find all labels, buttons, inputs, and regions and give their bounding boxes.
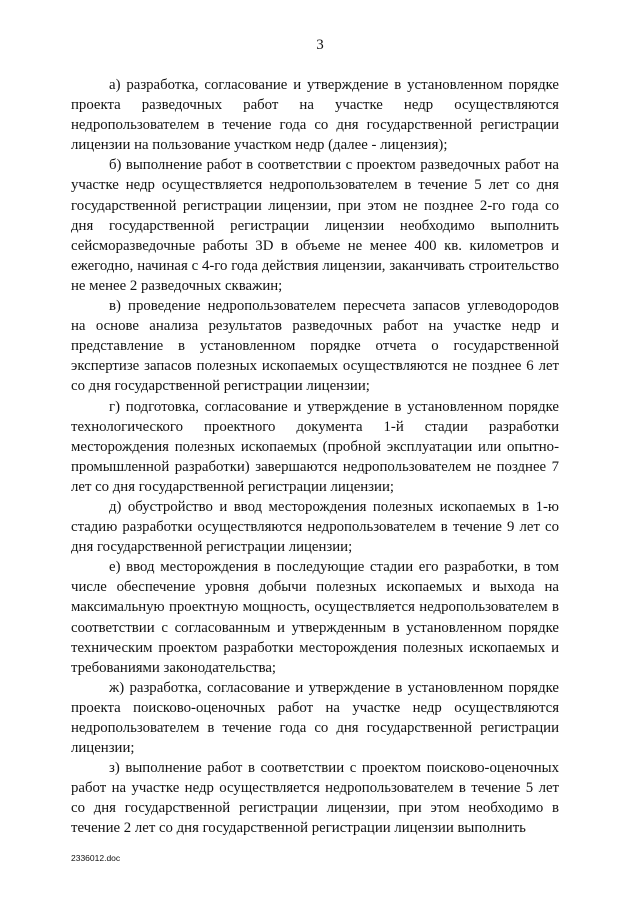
page-number: 3: [316, 37, 324, 53]
paragraph-z: з) выполнение работ в соответствии с проектом поисково-оценочных работ на участке недр осуществляется недропользователем в течение 5 лет со дня государственной регистрации лицензии, при этом необходимо в течение 2 лет со дня государственной регистрации лицензии выполнить: [71, 760, 559, 837]
document-body: [71, 75, 559, 839]
file-name-footer: 2336012.doc: [71, 853, 121, 863]
paragraph-e: е) ввод месторождения в последующие стадии его разработки, в том числе обеспечение уровня добычи полезных ископаемых и выхода на максимальную проектную мощность, осуществляется недропользователем в соответствии с согласованным и утвержденным в установленном порядке техническим проектом разработки месторождения полезных ископаемых и требованиями законодательства;: [71, 559, 559, 676]
paragraph-b: б) выполнение работ в соответствии с проектом разведочных работ на участке недр осуществляется недропользователем в течение 5 лет со дня государственной регистрации лицензии, при этом не позднее 2-го года со дня государственной регистрации лицензии необходимо выполнить сейсморазведочные работы 3D в объеме не менее 400 кв. километров и ежегодно, начиная с 4-го года действия лицензии, заканчивать строительство не менее 2 разведочных скважин;: [71, 157, 559, 294]
paragraph-d: д) обустройство и ввод месторождения полезных ископаемых в 1-ю стадию разработки осуществляются недропользователем в течение 9 лет со дня государственной регистрации лицензии;: [71, 498, 559, 556]
paragraph-a: а) разработка, согласование и утверждение в установленном порядке проекта разведочных работ на участке недр осуществляются недропользователем в течение года со дня государственной регистрации лицензии на пользование участком недр (далее - лицензия);: [71, 77, 559, 154]
paragraph-g: г) подготовка, согласование и утверждение в установленном порядке технологического проектного документа 1-й стадии разработки месторождения полезных ископаемых (пробной эксплуатации или опытно-промышленной разработки) завершаются недропользователем не позднее 7 лет со дня государственной регистрации лицензии;: [71, 398, 559, 495]
paragraph-v: в) проведение недропользователем пересчета запасов углеводородов на основе анализа результатов разведочных работ на участке недр и представление в установленном порядке отчета о государственной экспертизе запасов полезных ископаемых осуществляются не позднее 6 лет со дня государственной регистрации лицензии;: [71, 298, 559, 395]
paragraph-zh: ж) разработка, согласование и утверждение в установленном порядке проекта поисково-оценочных работ на участке недр осуществляются недропользователем в течение года со дня государственной регистрации лицензии;: [71, 679, 559, 757]
